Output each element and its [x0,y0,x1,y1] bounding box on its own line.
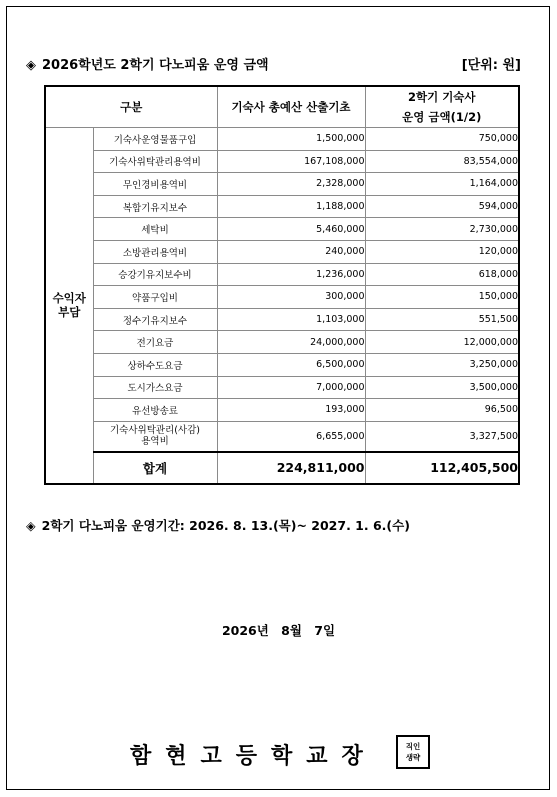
row-half: 2,730,000 [365,218,519,241]
row-half: 3,500,000 [365,376,519,399]
table-row [45,353,519,376]
table-row [45,173,519,196]
row-item: 정수기유지보수 [93,308,217,331]
row-half: 618,000 [365,263,519,286]
row-half: 96,500 [365,399,519,422]
row-total: 7,000,000 [217,376,365,399]
row-total: 240,000 [217,240,365,263]
header-semester-amount: 2학기 기숙사 운영 금액(1/2) [365,86,519,128]
row-total: 6,500,000 [217,353,365,376]
row-item: 소방관리용역비 [93,240,217,263]
row-item: 무인경비용역비 [93,173,217,196]
header-total-basis: 기숙사 총예산 산출기초 [217,86,365,128]
row-item: 유선방송료 [93,399,217,422]
operation-period [26,516,416,534]
row-half: 12,000,000 [365,331,519,354]
section-heading [26,54,521,73]
row-half: 3,250,000 [365,353,519,376]
row-total: 1,500,000 [217,128,365,151]
heading-title: 2026학년도 2학기 다노피움 운영 금액 [42,58,269,73]
table-row [45,128,519,151]
row-item: 약품구입비 [93,286,217,309]
table-header-row [45,86,519,128]
row-half: 551,500 [365,308,519,331]
row-half: 594,000 [365,195,519,218]
diamond-bullet-icon: ◈ [26,518,36,533]
row-half: 1,164,000 [365,173,519,196]
table-row [45,218,519,241]
row-total: 1,103,000 [217,308,365,331]
row-total: 300,000 [217,286,365,309]
total-row [45,452,519,484]
budget-table [44,85,520,485]
row-total: 193,000 [217,399,365,422]
table-row [45,286,519,309]
row-total: 24,000,000 [217,331,365,354]
row-half: 120,000 [365,240,519,263]
table-row [45,376,519,399]
row-half: 3,327,500 [365,421,519,452]
total-half-amount: 112,405,500 [365,452,519,484]
row-item: 세탁비 [93,218,217,241]
row-item: 기숙사위탁관리용역비 [93,150,217,173]
table-row [45,263,519,286]
signer-name: 함현고등학교장 [130,744,377,769]
row-total: 167,108,000 [217,150,365,173]
row-item: 상하수도요금 [93,353,217,376]
row-item: 기숙사위탁관리(사감) 용역비 [93,421,217,452]
total-amount: 224,811,000 [217,452,365,484]
table-row [45,399,519,422]
document-date: 2026년 8월 7일 [221,623,336,638]
total-label: 합계 [93,452,217,484]
row-total: 6,655,000 [217,421,365,452]
period-text: 2학기 다노피움 운영기간: 2026. 8. 13.(목)~ 2027. 1. 6.(수) [41,518,410,533]
row-item: 승강기유지보수비 [93,263,217,286]
table-row [45,308,519,331]
row-item: 복합기유지보수 [93,195,217,218]
table-row [45,195,519,218]
row-item: 기숙사운영물품구입 [93,128,217,151]
row-half: 83,554,000 [365,150,519,173]
row-total: 2,328,000 [217,173,365,196]
unit-label: [단위: 원] [461,58,521,73]
table-row [45,421,519,452]
table-row [45,150,519,173]
seal-stamp: 직인 생략 [396,735,430,769]
row-half: 750,000 [365,128,519,151]
row-total: 5,460,000 [217,218,365,241]
row-item: 도시가스요금 [93,376,217,399]
table-row [45,331,519,354]
header-category: 구분 [45,86,217,128]
table-row [45,240,519,263]
row-item: 전기요금 [93,331,217,354]
group-label: 수익자 부담 [45,128,93,484]
row-total: 1,236,000 [217,263,365,286]
row-total: 1,188,000 [217,195,365,218]
diamond-bullet-icon: ◈ [26,58,36,73]
row-half: 150,000 [365,286,519,309]
